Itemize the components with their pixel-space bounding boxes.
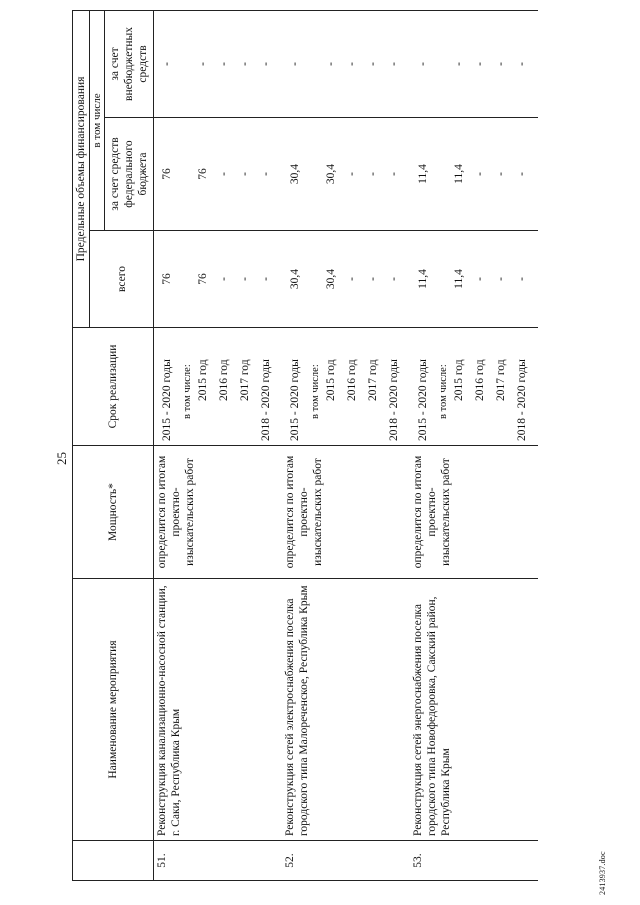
period-cell-line: 2018 - 2020 годы bbox=[260, 359, 272, 441]
period-cell-line: 2015 год bbox=[324, 359, 337, 401]
period-cell bbox=[154, 328, 282, 446]
total-cell-line: - bbox=[515, 277, 528, 281]
extrabudget-cell bbox=[410, 10, 538, 117]
total-cell-line: 11,4 bbox=[452, 269, 465, 289]
extrabudget-cell-line: - bbox=[366, 62, 379, 66]
header-federal: за счет средств федерального бюджета bbox=[105, 118, 154, 231]
extrabudget-cell bbox=[154, 10, 282, 117]
period-cell-line: в том числе: bbox=[309, 364, 321, 419]
total-cell-line: 76 bbox=[161, 273, 173, 285]
total-cell-line: - bbox=[387, 277, 400, 281]
federal-cell-line: - bbox=[366, 172, 379, 176]
header-total: всего bbox=[90, 231, 154, 328]
federal-cell-line: 11,4 bbox=[452, 164, 465, 184]
extrabudget-cell-line: - bbox=[239, 62, 251, 66]
measure-name: Реконструкция сетей электроснабжения поселка городского типа Малореченское, Республика Крым bbox=[282, 579, 410, 841]
federal-cell-line bbox=[309, 122, 324, 226]
extrabudget-cell-line bbox=[181, 15, 196, 113]
capacity-value: определится по итогам проектно-изыскательских работ bbox=[282, 446, 410, 579]
extrabudget-cell-line: - bbox=[494, 62, 507, 66]
extrabudget-cell-line: - bbox=[260, 62, 272, 66]
total-cell bbox=[410, 231, 538, 328]
table-row bbox=[282, 10, 410, 880]
row-number: 51. bbox=[154, 841, 282, 881]
header-including: в том числе bbox=[90, 10, 105, 230]
federal-cell-line: - bbox=[473, 172, 486, 176]
measure-name: Реконструкция канализационно-насосной станции, г. Саки, Республика Крым bbox=[154, 579, 282, 841]
period-cell-line: в том числе: bbox=[182, 364, 193, 419]
total-cell-line: - bbox=[239, 277, 251, 281]
period-cell bbox=[410, 328, 538, 446]
period-cell-line: в том числе: bbox=[437, 364, 449, 419]
federal-cell bbox=[282, 118, 410, 231]
extrabudget-cell-line: - bbox=[324, 62, 337, 66]
federal-cell-line bbox=[181, 122, 196, 226]
federal-cell-line bbox=[437, 122, 452, 226]
page-number: 25 bbox=[54, 452, 69, 465]
period-cell-line: 2017 год bbox=[366, 359, 379, 401]
period-cell-line: 2018 - 2020 годы bbox=[387, 359, 400, 441]
capacity-value: определится по итогам проектно-изыскательских работ bbox=[154, 446, 282, 579]
row-number: 52. bbox=[282, 841, 410, 881]
header-name: Наименование мероприятия bbox=[73, 579, 154, 841]
extrabudget-cell-line bbox=[309, 15, 324, 113]
period-cell-line: 2016 год bbox=[345, 359, 358, 401]
financing-table bbox=[72, 10, 538, 881]
table-body bbox=[154, 10, 538, 880]
extrabudget-cell-line: - bbox=[452, 62, 465, 66]
total-cell-line bbox=[309, 235, 324, 323]
total-cell-line: - bbox=[218, 277, 230, 281]
period-cell bbox=[282, 328, 410, 446]
total-cell-line bbox=[181, 235, 196, 323]
extrabudget-cell-line: - bbox=[387, 62, 400, 66]
federal-cell-line: - bbox=[387, 172, 400, 176]
federal-cell-line: 76 bbox=[161, 168, 173, 180]
extrabudget-cell bbox=[282, 10, 410, 117]
federal-cell-line: - bbox=[260, 172, 272, 176]
measure-name: Реконструкция сетей энергоснабжения поселка городского типа Новофедоровка, Сакский район, Республика Крым bbox=[410, 579, 538, 841]
total-cell-line: - bbox=[494, 277, 507, 281]
period-cell-line: 2015 - 2020 годы bbox=[161, 359, 173, 441]
period-cell-line: 2015 год bbox=[197, 359, 209, 401]
total-cell-line: - bbox=[473, 277, 486, 281]
federal-cell-line: 30,4 bbox=[324, 163, 337, 185]
period-cell-line: 2017 год bbox=[494, 359, 507, 401]
period-cell-line: 2015 - 2020 годы bbox=[288, 359, 301, 441]
extrabudget-cell-line: - bbox=[345, 62, 358, 66]
row-number: 53. bbox=[410, 841, 538, 881]
total-cell-line: - bbox=[366, 277, 379, 281]
document-id: 2413937.doc bbox=[598, 851, 607, 895]
capacity-value: определится по итогам проектно-изыскательских работ bbox=[410, 446, 538, 579]
total-cell-line: 30,4 bbox=[288, 268, 301, 290]
total-cell-line: 11,4 bbox=[416, 269, 429, 289]
federal-cell-line: - bbox=[515, 172, 528, 176]
total-cell-line: 30,4 bbox=[324, 268, 337, 290]
federal-cell-line: - bbox=[239, 172, 251, 176]
period-cell-line: 2015 год bbox=[452, 359, 465, 401]
total-cell bbox=[282, 231, 410, 328]
federal-cell-line: - bbox=[218, 172, 230, 176]
period-cell-line: 2015 - 2020 годы bbox=[416, 359, 429, 441]
table-row bbox=[410, 10, 538, 880]
federal-cell-line: - bbox=[345, 172, 358, 176]
federal-cell-line: 30,4 bbox=[288, 163, 301, 185]
extrabudget-cell-line: - bbox=[218, 62, 230, 66]
total-cell-line: 76 bbox=[197, 273, 209, 285]
federal-cell bbox=[410, 118, 538, 231]
header-number bbox=[73, 841, 154, 881]
total-cell-line bbox=[437, 235, 452, 323]
total-cell-line: - bbox=[345, 277, 358, 281]
period-cell-line: 2016 год bbox=[473, 359, 486, 401]
federal-cell-line: 11,4 bbox=[416, 164, 429, 184]
extrabudget-cell-line: - bbox=[161, 62, 173, 66]
header-capacity: Мощность* bbox=[73, 446, 154, 579]
period-cell-line: 2016 год bbox=[218, 359, 230, 401]
extrabudget-cell-line: - bbox=[288, 62, 301, 66]
total-cell bbox=[154, 231, 282, 328]
table-row bbox=[154, 10, 282, 880]
header-financing: Предельные объемы финансирования bbox=[73, 10, 90, 327]
extrabudget-cell-line: - bbox=[473, 62, 486, 66]
extrabudget-cell-line: - bbox=[197, 62, 209, 66]
federal-cell bbox=[154, 118, 282, 231]
period-cell-line: 2018 - 2020 годы bbox=[515, 359, 528, 441]
extrabudget-cell-line: - bbox=[416, 62, 429, 66]
total-cell-line: - bbox=[260, 277, 272, 281]
period-cell-line: 2017 год bbox=[239, 359, 251, 401]
federal-cell-line: 76 bbox=[197, 168, 209, 180]
header-period: Срок реализации bbox=[73, 328, 154, 446]
extrabudget-cell-line bbox=[437, 15, 452, 113]
header-extrabudget: за счет внебюджетных средств bbox=[105, 10, 154, 117]
extrabudget-cell-line: - bbox=[515, 62, 528, 66]
federal-cell-line: - bbox=[494, 172, 507, 176]
